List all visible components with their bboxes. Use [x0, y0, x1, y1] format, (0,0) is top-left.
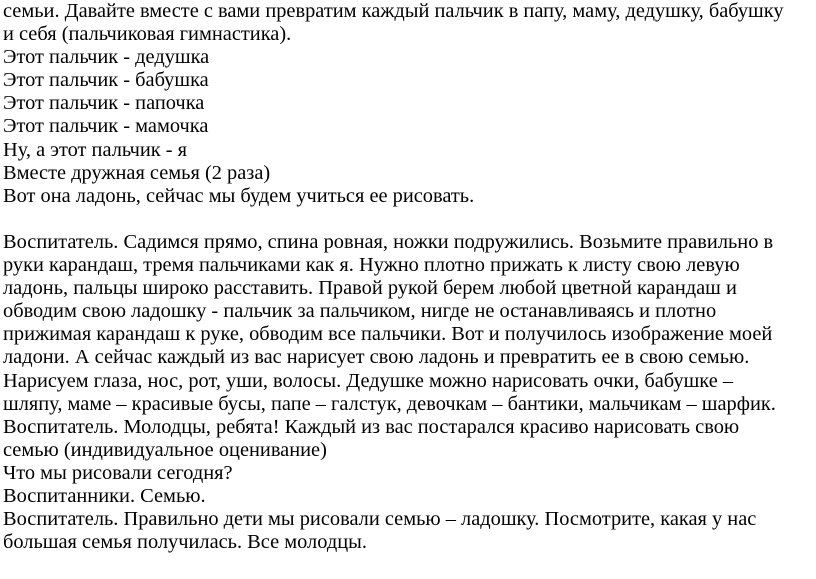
text-line: руки карандаш, тремя пальчиками как я. Нужно плотно прижать к листу свою левую: [3, 254, 740, 277]
text-line: семью (индивидуальное оценивание): [3, 438, 327, 461]
paragraph-drawing-instructions: [3, 231, 813, 554]
paragraph-finger-game: [3, 0, 813, 208]
text-line: Воспитанники. Семью.: [3, 484, 206, 507]
text-line: Этот пальчик - дедушка: [3, 46, 210, 69]
text-line: Нарисуем глаза, нос, рот, уши, волосы. Дедушке можно нарисовать очки, бабушке –: [3, 369, 734, 392]
text-line: прижимая карандаш к руке, обводим все пальчики. Вот и получилось изображение моей: [3, 323, 773, 346]
text-line: шляпу, маме – красивые бусы, папе – галстук, девочкам – бантики, мальчикам – шарфик.: [3, 392, 776, 415]
text-line: Воспитатель. Правильно дети мы рисовали семью – ладошку. Посмотрите, какая у нас: [3, 508, 757, 531]
text-line: обводим свою ладошку - пальчик за пальчиком, нигде не останавливаясь и плотно: [3, 300, 717, 323]
text-line: семьи. Давайте вместе с вами превратим каждый пальчик в папу, маму, дедушку, бабушку: [3, 0, 784, 22]
text-line: Этот пальчик - папочка: [3, 92, 205, 115]
text-line: Вот она ладонь, сейчас мы будем учиться ее рисовать.: [3, 184, 475, 207]
text-line: Этот пальчик - мамочка: [3, 115, 209, 138]
text-line: Воспитатель. Молодцы, ребята! Каждый из вас постарался красиво нарисовать свою: [3, 415, 740, 438]
text-line: Вместе дружная семья (2 раза): [3, 161, 271, 184]
text-line: и себя (пальчиковая гимнастика).: [3, 23, 292, 46]
text-line: Что мы рисовали сегодня?: [3, 461, 233, 484]
text-line: большая семья получилась. Все молодцы.: [3, 531, 367, 554]
document-page: [3, 0, 813, 554]
paragraph-gap: [3, 208, 813, 231]
text-line: ладонь, пальцы широко расставить. Правой рукой берем любой цветной карандаш и: [3, 277, 737, 300]
text-line: Ну, а этот пальчик - я: [3, 138, 188, 161]
text-line: Этот пальчик - бабушка: [3, 69, 209, 92]
text-line: Воспитатель. Садимся прямо, спина ровная, ножки подружились. Возьмите правильно в: [3, 230, 774, 253]
text-line: ладони. А сейчас каждый из вас нарисует свою ладонь и превратить ее в свою семью.: [3, 346, 750, 369]
